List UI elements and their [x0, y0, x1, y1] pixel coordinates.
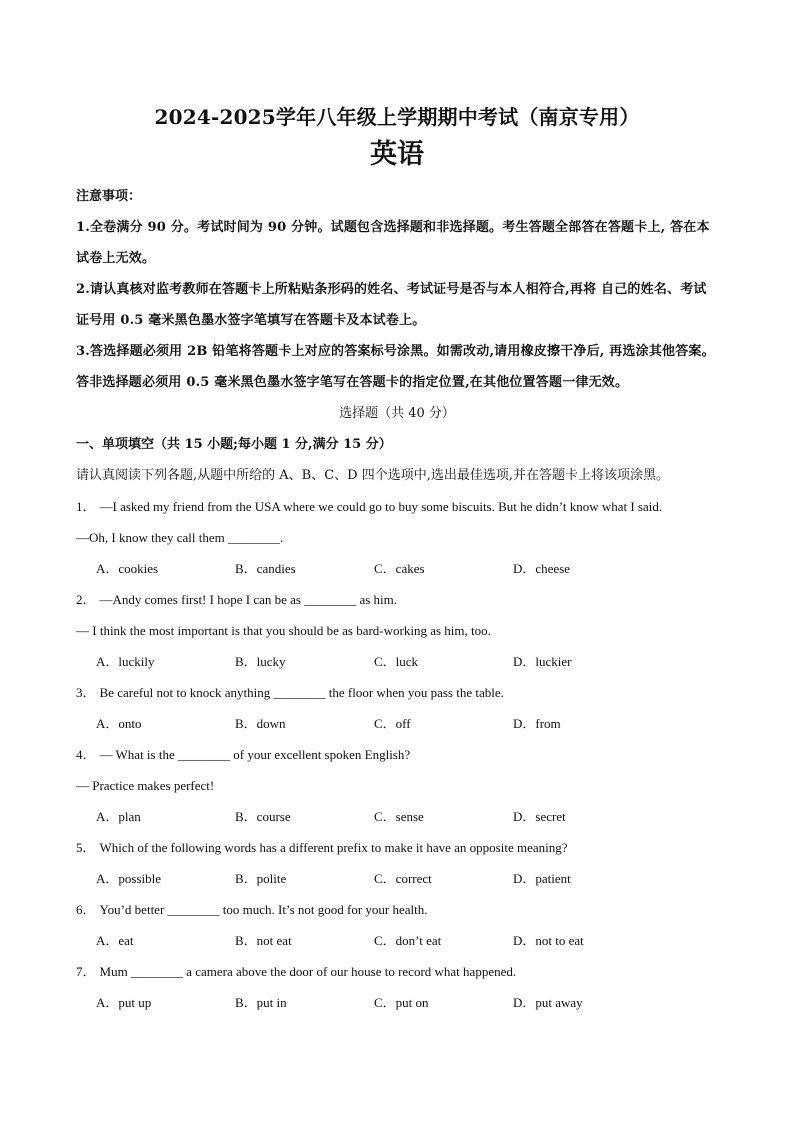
question-item	[76, 584, 718, 677]
question-number: 2．	[76, 592, 96, 607]
notice-item: 1.全卷满分 90 分。考试时间为 90 分钟。试题包含选择题和非选择题。考生答题全部答在答题卡上, 答在本试卷上无效。	[76, 220, 710, 266]
option-c[interactable]: C．put on	[374, 995, 429, 1010]
option-a[interactable]: A．put up	[96, 995, 152, 1010]
question-text: —I asked my friend from the USA where we could go to buy some biscuits. But he didn’t know what I said.	[99, 499, 663, 514]
option-d[interactable]: D．secret	[513, 809, 566, 824]
option-a[interactable]: A．luckily	[96, 654, 155, 669]
answer-options	[76, 863, 718, 894]
question-stem	[76, 956, 718, 987]
option-a[interactable]: A．eat	[96, 933, 134, 948]
question-item	[76, 894, 718, 956]
option-d[interactable]: D．from	[513, 716, 561, 731]
option-c[interactable]: C．off	[374, 716, 411, 731]
question-reply: —Oh, I know they call them ________.	[76, 530, 284, 545]
option-d[interactable]: D．not to eat	[513, 933, 584, 948]
question-number: 1．	[76, 499, 96, 514]
option-b[interactable]: B．down	[235, 716, 286, 731]
question-item	[76, 832, 718, 894]
question-number: 4．	[76, 747, 96, 762]
instruction-text: 请认真阅读下列各题,从题中所给的 A、B、C、D 四个选项中,选出最佳选项,并在答题卡上将该项涂黑。	[76, 468, 669, 483]
option-b[interactable]: B．candies	[235, 561, 296, 576]
question-number: 3．	[76, 685, 96, 700]
question-stem	[76, 894, 718, 925]
question-text: Be careful not to knock anything ________ the floor when you pass the table.	[99, 685, 504, 700]
question-text: You’d better ________ too much. It’s not good for your health.	[99, 902, 428, 917]
question-stem	[76, 677, 718, 708]
option-b[interactable]: B．course	[235, 809, 291, 824]
option-c[interactable]: C．sense	[374, 809, 424, 824]
notice-item: 3.答选择题必须用 2B 铅笔将答题卡上对应的答案标号涂黑。如需改动,请用橡皮擦干净后, 再选涂其他答案。答非选择题必须用 0.5 毫米黑色墨水签字笔写在答题卡的指定位置,在其他位置答题一律无效。	[76, 344, 715, 390]
answer-options	[76, 801, 718, 832]
option-a[interactable]: A．plan	[96, 809, 141, 824]
part-title: 一、单项填空（共 15 小题;每小题 1 分,满分 15 分）	[76, 437, 392, 452]
option-a[interactable]: A．possible	[96, 871, 162, 886]
question-text: — What is the ________ of your excellent spoken English?	[99, 747, 411, 762]
option-a[interactable]: A．cookies	[96, 561, 159, 576]
option-b[interactable]: B．lucky	[235, 654, 286, 669]
question-text: Mum ________ a camera above the door of our house to record what happened.	[99, 964, 517, 979]
notice-item: 2.请认真核对监考教师在答题卡上所粘贴条形码的姓名、考试证号是否与本人相符合,再将 自己的姓名、考试证号用 0.5 毫米黑色墨水签字笔填写在答题卡及本试卷上。	[76, 282, 707, 328]
option-c[interactable]: C．correct	[374, 871, 432, 886]
question-item	[76, 739, 718, 832]
option-a[interactable]: A．onto	[96, 716, 142, 731]
section-title: 选择题（共 40 分）	[339, 406, 455, 421]
question-reply: — I think the most important is that you should be as bard-working as him, too.	[76, 623, 491, 638]
question-number: 5．	[76, 840, 96, 855]
answer-options	[76, 553, 718, 584]
option-b[interactable]: B．not eat	[235, 933, 292, 948]
question-stem	[76, 491, 718, 522]
question-reply: — Practice makes perfect!	[76, 778, 215, 793]
answer-options	[76, 646, 718, 677]
answer-options	[76, 987, 718, 1018]
notice-heading: 注意事项：	[76, 189, 142, 204]
option-c[interactable]: C．luck	[374, 654, 419, 669]
question-list	[76, 491, 718, 1018]
option-b[interactable]: B．put in	[235, 995, 287, 1010]
question-stem	[76, 584, 718, 615]
question-text: Which of the following words has a different prefix to make it have an opposite meaning?	[99, 840, 568, 855]
option-d[interactable]: D．patient	[513, 871, 571, 886]
question-stem	[76, 739, 718, 770]
answer-options	[76, 925, 718, 956]
question-number: 6．	[76, 902, 96, 917]
question-item	[76, 956, 718, 1018]
option-d[interactable]: D．luckier	[513, 654, 572, 669]
question-number: 7．	[76, 964, 96, 979]
question-item	[76, 491, 718, 584]
question-item	[76, 677, 718, 739]
answer-options	[76, 708, 718, 739]
subject-title: 英语	[370, 139, 424, 170]
option-c[interactable]: C．cakes	[374, 561, 425, 576]
question-text: —Andy comes first! I hope I can be as ________ as him.	[99, 592, 398, 607]
option-d[interactable]: D．cheese	[513, 561, 571, 576]
option-b[interactable]: B．polite	[235, 871, 287, 886]
option-c[interactable]: C．don’t eat	[374, 933, 442, 948]
question-stem	[76, 832, 718, 863]
exam-title: 2024-2025学年八年级上学期期中考试（南京专用）	[154, 105, 640, 129]
option-d[interactable]: D．put away	[513, 995, 583, 1010]
